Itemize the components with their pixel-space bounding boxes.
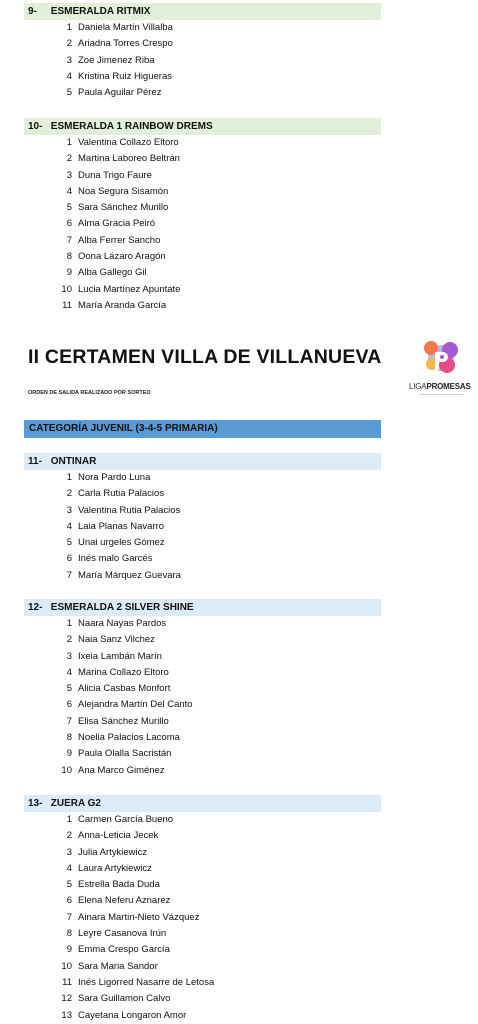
participant-number: 6 (66, 895, 72, 907)
participant-number: 1 (66, 472, 72, 483)
page-title: II CERTAMEN VILLA DE VILLANUEVA (28, 346, 382, 368)
participant-number: 4 (66, 666, 72, 678)
participant-number: 3 (66, 54, 72, 66)
participant-name: Anna-Leticia Jecek (78, 830, 159, 842)
participant-row (0, 942, 478, 958)
group-header (24, 795, 381, 812)
participant-number: 1 (66, 814, 72, 825)
participant-number: 3 (66, 504, 72, 516)
participant-name: Sara Sánchez Murillo (78, 202, 169, 214)
participant-number: 9 (66, 748, 72, 760)
participant-name: Ainara Martin-Nieto Vázquez (78, 911, 200, 923)
participant-name: Noelia Palacios Lacoma (78, 732, 180, 744)
participant-number: 13 (61, 1009, 72, 1021)
participant-row (0, 649, 478, 665)
participant-name: Lucia Martínez Apuntate (78, 283, 181, 295)
participant-row (0, 763, 478, 779)
participant-name: Estrella Bada Duda (78, 879, 160, 891)
participant-name: Oona Lázaro Aragón (78, 251, 166, 263)
participant-number: 12 (61, 993, 72, 1005)
participant-name: Naara Nayas Pardos (78, 618, 167, 629)
participant-name: Nora Pardo Luna (78, 472, 151, 483)
participant-name: Sara Maria Sandor (78, 960, 158, 972)
participant-list (0, 135, 478, 314)
participant-name: Alejandra Martín Del Canto (78, 699, 193, 711)
participant-name: Ariadna Torres Crespo (78, 38, 173, 50)
participant-row (0, 975, 478, 991)
participant-number: 1 (66, 22, 72, 33)
participant-row (0, 151, 478, 167)
participant-number: 4 (66, 862, 72, 874)
participant-number: 9 (66, 267, 72, 279)
participant-number: 11 (62, 976, 72, 988)
participant-name: Ana Marco Giménez (78, 764, 165, 776)
participant-list (0, 470, 478, 584)
participant-name: Leyre Casanova Irún (78, 928, 167, 940)
participant-row (0, 730, 478, 746)
participant-row (0, 503, 478, 519)
participant-name: Daniela Martín Villalba (78, 22, 173, 33)
participant-row (0, 535, 478, 551)
page-subtitle: ORDEN DE SALIDA REALIZADO POR SORTEO (28, 390, 151, 396)
participant-row (0, 959, 478, 975)
participant-row (0, 69, 478, 85)
participant-name: Alba Gallego Gil (78, 267, 147, 279)
participant-number: 6 (66, 218, 72, 230)
participant-name: Inés Ligorred Nasarre de Letosa (78, 976, 215, 988)
participant-name: Duna Trigo Faure (78, 169, 152, 181)
participant-name: María Márquez Guevara (78, 569, 181, 581)
participant-number: 9 (66, 944, 72, 956)
participant-number: 1 (66, 618, 72, 629)
participant-number: 7 (66, 715, 72, 727)
participant-number: 7 (66, 569, 72, 581)
participant-number: 10 (61, 960, 72, 972)
group-header (24, 599, 381, 616)
group-number: 9- (28, 6, 37, 17)
participant-row (0, 20, 478, 36)
participant-number: 4 (66, 70, 72, 82)
group-header (24, 118, 381, 135)
participant-number: 6 (66, 553, 72, 565)
participant-number: 4 (66, 185, 72, 197)
participant-name: Sara Guillamon Calvo (78, 993, 171, 1005)
participant-row (0, 893, 478, 909)
participant-name: Cayetana Longaron Amor (78, 1009, 187, 1021)
participant-name: Marina Collazo Eltoro (78, 666, 169, 678)
participant-name: Carla Rutia Palacios (78, 488, 165, 500)
participant-name: María Aranda García (78, 299, 167, 311)
participant-row (0, 265, 478, 281)
participant-name: Zoe Jimenez Riba (78, 54, 155, 66)
participant-row (0, 861, 478, 877)
participant-row (0, 216, 478, 232)
participant-row (0, 168, 478, 184)
participant-name: Laura Artykiewicz (78, 862, 152, 874)
group-name: ESMERALDA 2 SILVER SHINE (50, 602, 194, 613)
participant-name: Inés malo Garcés (78, 553, 153, 565)
participant-number: 1 (66, 137, 72, 148)
participant-row (0, 746, 478, 762)
participant-row (0, 233, 478, 249)
participant-number: 3 (66, 846, 72, 858)
participant-row (0, 910, 478, 926)
category-banner: CATEGORÍA JUVENIL (3-4-5 PRIMARIA) (24, 420, 381, 438)
participant-row (0, 470, 478, 486)
participant-name: Paula Aguilar Pérez (78, 87, 162, 99)
participant-row (0, 1008, 478, 1024)
participant-row (0, 714, 478, 730)
logo-underline (419, 394, 463, 395)
participant-number: 2 (66, 38, 72, 50)
group-number: 11- (28, 456, 42, 467)
participant-row (0, 845, 478, 861)
group-name: ESMERALDA RITMIX (50, 6, 151, 17)
participant-row (0, 697, 478, 713)
participant-list (0, 812, 478, 1024)
group-number: 10- (28, 121, 43, 132)
participant-number: 6 (66, 699, 72, 711)
group-12 (0, 599, 478, 779)
participant-row (0, 486, 478, 502)
participant-number: 8 (66, 251, 72, 263)
participant-number: 11 (62, 299, 72, 311)
participant-number: 2 (66, 830, 72, 842)
participant-name: Noa Segura Sisamón (78, 185, 169, 197)
participant-row (0, 85, 478, 101)
group-header (24, 3, 381, 20)
participant-row (0, 991, 478, 1007)
participant-name: Elena Neferu Aznarez (78, 895, 171, 907)
participant-number: 10 (61, 283, 72, 295)
group-13 (0, 795, 478, 1024)
participant-number: 3 (66, 650, 72, 662)
participant-row (0, 249, 478, 265)
group-name: ONTINAR (50, 456, 97, 467)
participant-row (0, 184, 478, 200)
participant-number: 8 (66, 928, 72, 940)
group-9 (0, 3, 478, 101)
participant-number: 5 (66, 879, 72, 891)
participant-number: 5 (66, 202, 72, 214)
participant-name: Ixeia Lambán Marín (78, 650, 162, 662)
participant-row (0, 200, 478, 216)
participant-row (0, 681, 478, 697)
participant-row (0, 135, 478, 151)
participant-number: 3 (66, 169, 72, 181)
participant-name: Unai urgeles Gómez (78, 537, 165, 549)
liga-promesas-logo-icon (419, 338, 459, 380)
participant-number: 10 (61, 764, 72, 776)
group-name: ESMERALDA 1 RAINBOW DREMS (50, 121, 213, 132)
participant-name: Valentina Collazo Eltoro (78, 137, 179, 148)
participant-name: Valentina Rutia Palacios (78, 504, 181, 516)
participant-row (0, 282, 478, 298)
participant-row (0, 519, 478, 535)
participant-name: Laia Planas Navarro (78, 520, 165, 532)
participant-list (0, 616, 478, 779)
participant-number: 5 (66, 87, 72, 99)
participant-number: 5 (66, 537, 72, 549)
participant-row (0, 665, 478, 681)
participant-name: Kristina Ruiz Higueras (78, 70, 172, 82)
participant-row (0, 877, 478, 893)
participant-number: 2 (66, 634, 72, 646)
participant-name: Elisa Sánchez Murillo (78, 715, 169, 727)
participant-row (0, 551, 478, 567)
group-name: ZUERA G2 (50, 798, 101, 809)
participant-number: 7 (66, 911, 72, 923)
participant-number: 4 (66, 520, 72, 532)
participant-name: Martina Laboreo Beltrán (78, 153, 180, 165)
group-number: 12- (28, 602, 43, 613)
participant-name: Carmen García Bueno (78, 814, 174, 825)
logo-text: LIGAPROMESAS (409, 382, 471, 391)
participant-number: 2 (66, 153, 72, 165)
participant-name: Paula Olalla Sacristán (78, 748, 172, 760)
participant-number: 5 (66, 683, 72, 695)
participant-row (0, 812, 478, 828)
participant-row (0, 298, 478, 314)
participant-row (0, 828, 478, 844)
participant-name: Alicia Casbas Monfort (78, 683, 171, 695)
participant-list (0, 20, 478, 101)
participant-row (0, 632, 478, 648)
participant-row (0, 616, 478, 632)
participant-number: 8 (66, 732, 72, 744)
group-10 (0, 118, 478, 314)
participant-row (0, 568, 478, 584)
participant-name: Emma Crespo García (78, 944, 170, 956)
group-11 (0, 453, 478, 584)
participant-name: Alba Ferrer Sancho (78, 234, 161, 246)
participant-number: 7 (66, 234, 72, 246)
participant-row (0, 53, 478, 69)
participant-row (0, 926, 478, 942)
participant-name: Naia Sanz Vilchez (78, 634, 155, 646)
liga-promesas-logo (405, 336, 475, 402)
group-header (24, 453, 381, 470)
participant-number: 2 (66, 488, 72, 500)
participant-name: Julia Artykiewicz (78, 846, 148, 858)
group-number: 13- (28, 798, 43, 809)
participant-row (0, 36, 478, 52)
participant-name: Alma Gracia Peiró (78, 218, 156, 230)
